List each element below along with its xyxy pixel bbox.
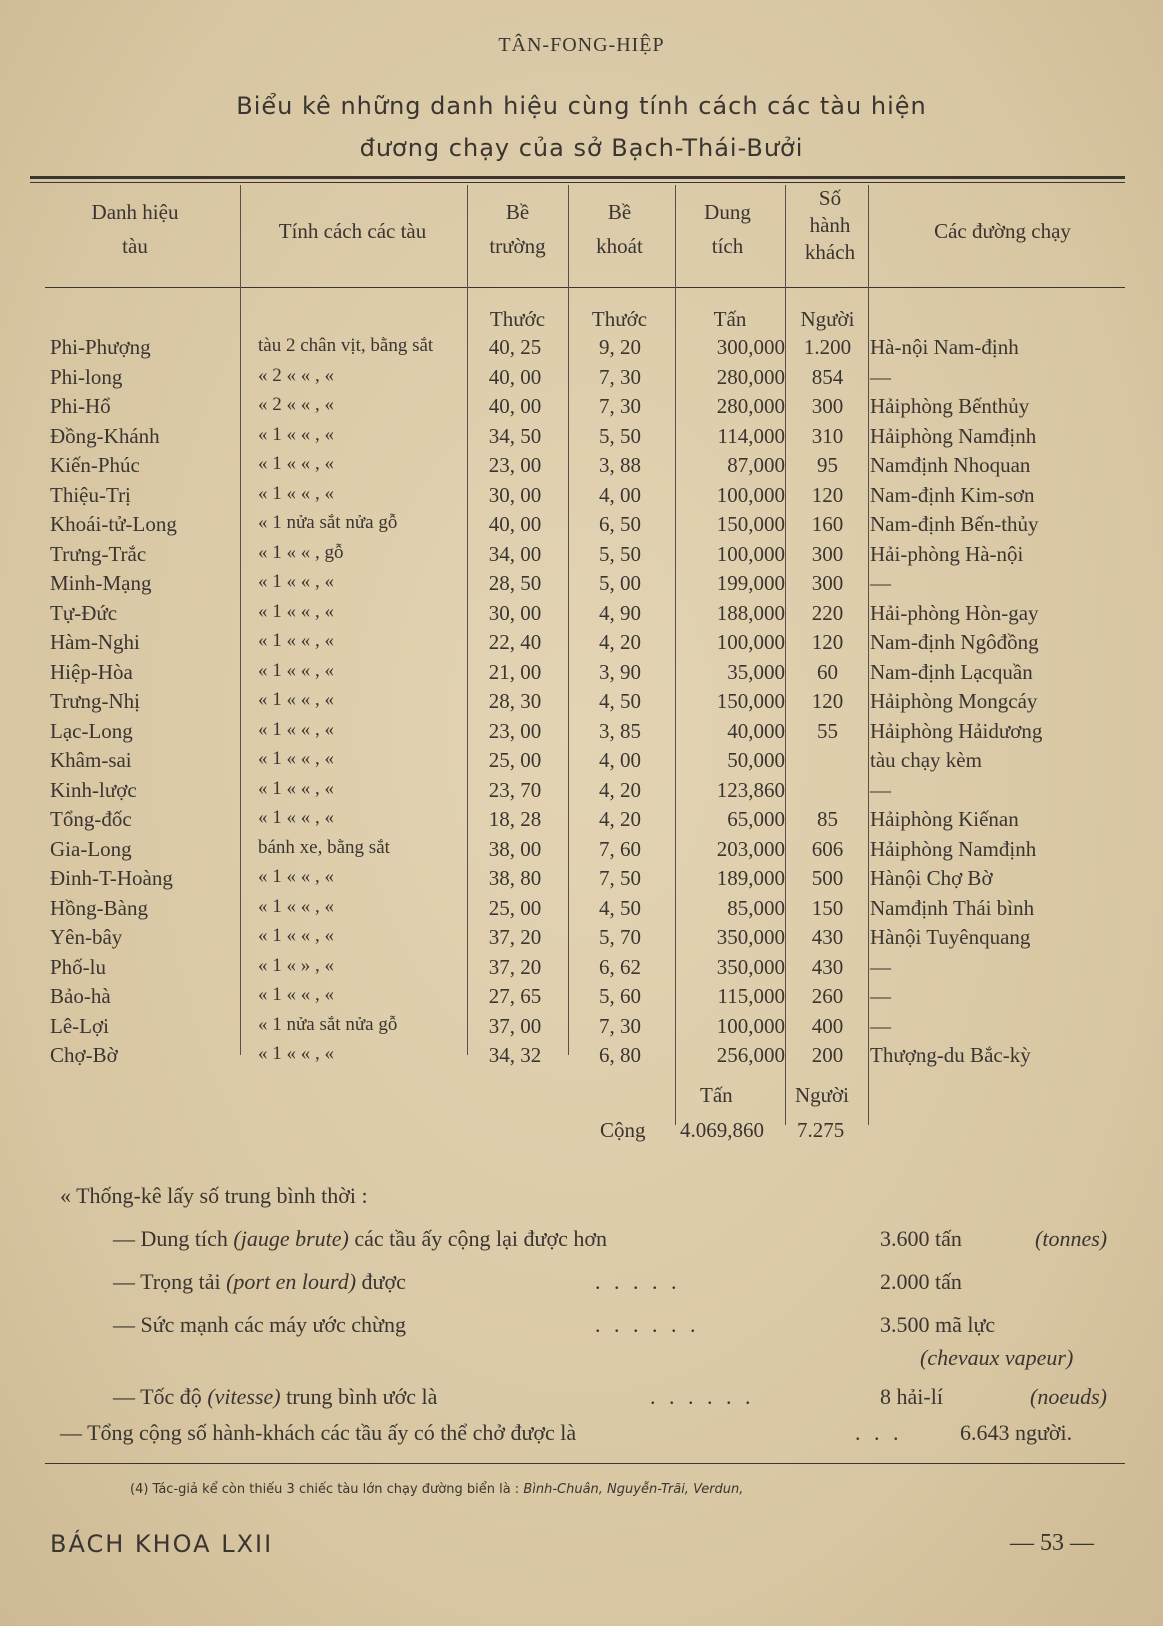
ship-tonnage: 350,000 — [716, 925, 785, 949]
ship-type: « 1 « « , « — [258, 423, 334, 445]
ship-passengers: 310 — [811, 423, 844, 448]
header-name-line1: Danh hiệu — [91, 200, 179, 224]
table-row — [0, 807, 1163, 836]
table-row — [0, 837, 1163, 866]
ship-passengers: 120 — [811, 482, 844, 507]
ship-length: 34, 00 — [488, 541, 542, 566]
ship-route: Hảiphòng Namđịnh — [870, 836, 1037, 861]
stat2-value: 2.000 tấn — [880, 1269, 962, 1294]
stat5-value: 6.643 người. — [960, 1420, 1073, 1445]
ship-type: bánh xe, bằng sắt — [258, 836, 390, 858]
ship-route: — — [870, 571, 891, 595]
ship-passengers: 220 — [811, 600, 844, 625]
ship-tonnage: 100,000 — [716, 630, 785, 654]
ship-route: Nam-định Ngôđồng — [870, 630, 1039, 654]
header-width — [572, 195, 667, 263]
ship-length: 18, 28 — [488, 807, 542, 831]
ship-type: « 1 nửa sắt nửa gỗ — [258, 512, 398, 533]
stat1-label: — Dung tích — [113, 1226, 228, 1251]
ship-route: tàu chạy kèm — [870, 748, 982, 772]
ship-route: Hảiphòng Bếnthủy — [870, 394, 1030, 418]
ship-type: « 1 « « , « — [258, 571, 334, 592]
ship-tonnage: 100,000 — [716, 541, 785, 566]
unit-passengers: Người — [800, 307, 855, 331]
ship-length: 34, 32 — [488, 1043, 542, 1067]
ship-width: 9, 20 — [599, 335, 641, 359]
stat3-value: 3.500 mã lực — [880, 1312, 996, 1337]
table-row — [0, 512, 1163, 541]
ship-type: « 2 « « , « — [258, 364, 334, 386]
ship-name: Phi-long — [50, 364, 123, 389]
ship-passengers: 85 — [817, 807, 838, 831]
header-routes: Các đường chạy — [934, 219, 1071, 243]
ship-passengers: 120 — [811, 689, 844, 713]
ship-length: 40, 25 — [488, 335, 542, 359]
ship-length: 37, 20 — [488, 925, 542, 949]
ship-width: 4, 90 — [599, 600, 641, 625]
unit-width: Thước — [591, 307, 648, 331]
ship-tonnage: 188,000 — [716, 600, 785, 625]
ship-name: Kinh-lược — [50, 777, 137, 802]
ship-name: Minh-Mạng — [50, 571, 152, 595]
ship-tonnage: 100,000 — [716, 482, 785, 507]
ship-type: « 1 « « , « — [258, 659, 334, 681]
ship-name: Tự-Đức — [50, 600, 118, 625]
ship-width: 7, 30 — [599, 394, 641, 418]
table-row — [0, 896, 1163, 925]
ship-name: Phố-lu — [50, 954, 107, 979]
ship-type: « 1 « « , « — [258, 777, 334, 799]
ship-length: 40, 00 — [488, 364, 542, 389]
ship-length: 28, 30 — [488, 689, 542, 713]
running-head: TÂN-FONG-HIỆP — [498, 34, 665, 56]
table-row — [0, 1014, 1163, 1043]
stat1-text: các tầu ấy cộng lại được hơn — [354, 1226, 608, 1251]
ship-tonnage: 300,000 — [716, 335, 785, 359]
stat2-dots: . . . . . — [595, 1269, 681, 1294]
ship-tonnage: 350,000 — [716, 954, 785, 979]
ship-passengers: 95 — [817, 453, 838, 477]
ship-type: « 1 « « , « — [258, 748, 334, 769]
total-tonnage: 4.069,860 — [680, 1118, 764, 1142]
ship-tonnage: 65,000 — [727, 807, 785, 831]
ship-tonnage: 123,860 — [716, 777, 785, 802]
ship-name: Khoái-tử-Long — [50, 512, 177, 536]
ship-type: « 1 « « , « — [258, 630, 334, 651]
ship-name: Hồng-Bàng — [50, 895, 148, 920]
footnote-ships: Bình-Chuân, Nguyễn-Trãi, Verdun, — [523, 1482, 744, 1497]
ship-tonnage: 203,000 — [716, 836, 785, 861]
ship-type: « 1 « » , « — [258, 954, 334, 976]
ship-length: 25, 00 — [488, 748, 542, 772]
table-row — [0, 453, 1163, 482]
ship-width: 5, 60 — [599, 984, 641, 1008]
stat1-french: (jauge brute) — [233, 1226, 349, 1251]
ship-width: 3, 85 — [599, 718, 641, 743]
ship-route: — — [870, 954, 891, 979]
header-tonnage-line2: tích — [711, 234, 744, 258]
header-tonnage-line1: Dung — [704, 200, 751, 224]
ship-width: 3, 90 — [599, 659, 641, 684]
ship-type: « 1 « « , « — [258, 482, 334, 504]
header-length — [470, 195, 565, 263]
ship-name: Gia-Long — [50, 836, 132, 861]
ship-length: 40, 00 — [488, 512, 542, 536]
ship-name: Đinh-T-Hoàng — [50, 866, 173, 890]
ship-route: Namđịnh Nhoquan — [870, 453, 1031, 477]
ship-width: 7, 50 — [599, 866, 641, 890]
ship-width: 4, 00 — [599, 748, 641, 772]
ship-length: 25, 00 — [488, 895, 542, 920]
stat1-value: 3.600 tấn — [880, 1226, 962, 1251]
ship-route: — — [870, 1013, 891, 1038]
ship-route: — — [870, 777, 891, 802]
total-passengers: 7.275 — [797, 1118, 845, 1142]
ship-tonnage: 87,000 — [727, 453, 785, 477]
table-row — [0, 630, 1163, 659]
ship-passengers: 430 — [811, 925, 844, 949]
stats-intro: « Thống-kê lấy số trung bình thời : — [60, 1183, 368, 1208]
ship-length: 22, 40 — [488, 630, 542, 654]
ship-passengers: 400 — [811, 1013, 844, 1038]
ship-length: 30, 00 — [488, 600, 542, 625]
ship-length: 40, 00 — [488, 394, 542, 418]
table-title-line1: Biểu kê những danh hiệu cùng tính cách các tàu hiện — [236, 92, 927, 120]
ship-name: Yên-bây — [50, 925, 123, 949]
table-row — [0, 571, 1163, 600]
stat-speed — [113, 1384, 437, 1410]
stat4-french: (vitesse) — [207, 1384, 281, 1409]
ship-type: « 1 « « , « — [258, 453, 334, 474]
stat-horsepower — [113, 1312, 406, 1338]
ship-width: 7, 30 — [599, 1013, 641, 1038]
ship-type: « 1 « « , « — [258, 866, 334, 887]
table-row — [0, 689, 1163, 718]
table-row — [0, 601, 1163, 630]
stat-total-passengers: — Tổng cộng số hành-khách các tầu ấy có thể chở được là — [60, 1420, 577, 1445]
ship-type: « 1 « « , « — [258, 600, 334, 622]
ship-tonnage: 280,000 — [716, 394, 785, 418]
ship-passengers: 500 — [811, 866, 844, 890]
ship-name: Trưng-Trắc — [50, 541, 147, 566]
ship-passengers: 120 — [811, 630, 844, 654]
ship-route: Hải-phòng Hà-nội — [870, 541, 1024, 566]
ship-tonnage: 100,000 — [716, 1013, 785, 1038]
ship-route: Hảiphòng Namđịnh — [870, 423, 1037, 448]
ship-length: 23, 70 — [488, 777, 542, 802]
ship-width: 4, 20 — [599, 630, 641, 654]
ship-length: 23, 00 — [488, 718, 542, 743]
ship-tonnage: 199,000 — [716, 571, 785, 595]
ship-route: Hảiphòng Kiếnan — [870, 807, 1019, 831]
ship-route: Hànội Chợ Bờ — [870, 866, 993, 890]
table-row — [0, 778, 1163, 807]
footnote-text: (4) Tác-giả kể còn thiếu 3 chiếc tàu lớn chạy đường biển là : — [130, 1482, 520, 1497]
ship-passengers: 606 — [811, 836, 844, 861]
page-number: — 53 — — [1010, 1530, 1094, 1556]
table-row — [0, 955, 1163, 984]
ship-route: — — [870, 984, 891, 1008]
ship-passengers: 300 — [811, 541, 844, 566]
table-row — [0, 866, 1163, 895]
ship-length: 38, 00 — [488, 836, 542, 861]
ship-passengers: 430 — [811, 954, 844, 979]
ship-length: 38, 80 — [488, 866, 542, 890]
ship-type: « 2 « « , « — [258, 394, 334, 415]
journal-name: BÁCH KHOA LXII — [50, 1530, 274, 1558]
header-length-line2: trường — [489, 234, 546, 258]
ship-name: Phi-Phượng — [50, 335, 151, 359]
ship-route: — — [870, 364, 891, 389]
ship-type: « 1 « « , « — [258, 925, 334, 946]
ship-passengers: 150 — [811, 895, 844, 920]
ship-width: 4, 50 — [599, 689, 641, 713]
ship-passengers: 854 — [811, 364, 844, 389]
header-passengers — [790, 185, 870, 266]
ship-name: Lê-Lợi — [50, 1013, 109, 1038]
ship-width: 5, 50 — [599, 541, 641, 566]
ship-route: Hànội Tuyênquang — [870, 925, 1031, 949]
ship-name: Kiến-Phúc — [50, 453, 140, 477]
total-pax-unit: Người — [795, 1083, 849, 1107]
ship-width: 4, 20 — [599, 777, 641, 802]
ship-type: « 1 « « , « — [258, 1043, 334, 1064]
ship-name: Tổng-đốc — [50, 807, 132, 831]
stat5-dots: . . . — [855, 1420, 903, 1445]
header-width-line2: khoát — [596, 234, 643, 258]
ship-width: 6, 62 — [599, 954, 641, 979]
ship-type: « 1 « « , « — [258, 807, 334, 828]
ship-tonnage: 256,000 — [716, 1043, 785, 1067]
ship-route: Namđịnh Thái bình — [870, 895, 1035, 920]
ship-name: Chợ-Bờ — [50, 1043, 118, 1067]
header-pax-line3: khách — [804, 240, 856, 264]
table-row — [0, 925, 1163, 954]
ship-route: Nam-định Bến-thủy — [870, 512, 1039, 536]
ship-name: Khâm-sai — [50, 748, 132, 772]
ship-length: 37, 20 — [488, 954, 542, 979]
total-tonnage-unit: Tấn — [700, 1083, 733, 1107]
ship-width: 6, 80 — [599, 1043, 641, 1067]
total-label: Cộng — [600, 1118, 646, 1142]
ship-passengers: 1.200 — [803, 335, 852, 359]
ship-tonnage: 150,000 — [716, 689, 785, 713]
table-row — [0, 984, 1163, 1013]
header-top-rule-thin — [30, 182, 1125, 183]
ship-passengers: 55 — [817, 718, 838, 743]
table-row — [0, 394, 1163, 423]
ship-tonnage: 85,000 — [727, 895, 785, 920]
ship-width: 6, 50 — [599, 512, 641, 536]
ship-width: 7, 60 — [599, 836, 641, 861]
table-row — [0, 483, 1163, 512]
table-row — [0, 424, 1163, 453]
ship-type: « 1 « « , gỗ — [258, 541, 344, 563]
table-row — [0, 335, 1163, 364]
footnote — [130, 1482, 743, 1497]
stat4-value: 8 hải-lí — [880, 1384, 943, 1409]
ship-passengers: 160 — [811, 512, 844, 536]
ship-name: Thiệu-Trị — [50, 482, 131, 507]
stat3-unit: (chevaux vapeur) — [920, 1345, 1074, 1370]
table-row — [0, 542, 1163, 571]
stat4-dots: . . . . . . — [650, 1384, 755, 1409]
ship-route: Thượng-du Bắc-kỳ — [870, 1043, 1031, 1067]
ship-length: 37, 00 — [488, 1013, 542, 1038]
stat1-unit: (tonnes) — [1035, 1226, 1108, 1251]
stat4-label: — Tốc độ — [113, 1384, 202, 1409]
ship-name: Bảo-hà — [50, 984, 111, 1008]
stat3-label: — Sức mạnh các máy ước chừng — [113, 1312, 406, 1337]
header-length-line1: Bề — [505, 200, 530, 224]
unit-length: Thước — [489, 307, 546, 331]
ship-passengers: 200 — [811, 1043, 844, 1067]
unit-tonnage: Tấn — [713, 307, 747, 331]
ship-type: « 1 « « , « — [258, 895, 334, 917]
ship-type: « 1 « « , « — [258, 718, 334, 740]
ship-width: 7, 30 — [599, 364, 641, 389]
stat4-unit: (noeuds) — [1030, 1384, 1107, 1409]
ship-type: « 1 nửa sắt nửa gỗ — [258, 1013, 398, 1035]
ship-width: 5, 50 — [599, 423, 641, 448]
table-row — [0, 365, 1163, 394]
ship-route: Hảiphòng Hảidương — [870, 718, 1043, 743]
header-pax-line2: hành — [809, 213, 851, 237]
ship-tonnage: 115,000 — [717, 984, 785, 1008]
ship-tonnage: 114,000 — [717, 423, 785, 448]
stat-deadweight — [113, 1269, 406, 1295]
header-pax-line1: Số — [818, 186, 842, 210]
ship-length: 30, 00 — [488, 482, 542, 507]
stat3-dots: . . . . . . — [595, 1312, 700, 1337]
ship-width: 3, 88 — [599, 453, 641, 477]
ship-route: Hảiphòng Mongcáy — [870, 689, 1038, 713]
header-bottom-rule — [45, 287, 1125, 288]
header-top-rule — [30, 176, 1125, 179]
ship-passengers: 60 — [817, 659, 838, 684]
ship-length: 34, 50 — [488, 423, 542, 448]
stat2-french: (port en lourd) — [226, 1269, 357, 1294]
ship-length: 21, 00 — [488, 659, 542, 684]
header-name — [40, 195, 230, 263]
ship-name: Đồng-Khánh — [50, 423, 160, 448]
ship-route: Hà-nội Nam-định — [870, 335, 1019, 359]
stat2-text: được — [361, 1269, 406, 1294]
ship-name: Hiệp-Hòa — [50, 659, 133, 684]
table-row — [0, 1043, 1163, 1072]
ship-tonnage: 40,000 — [727, 718, 785, 743]
ship-tonnage: 150,000 — [716, 512, 785, 536]
ship-passengers: 260 — [811, 984, 844, 1008]
stat-gross-tonnage — [113, 1226, 607, 1252]
ship-width: 4, 20 — [599, 807, 641, 831]
ship-tonnage: 189,000 — [716, 866, 785, 890]
header-width-line1: Bề — [607, 200, 632, 224]
table-row — [0, 719, 1163, 748]
footnote-rule — [45, 1463, 1125, 1464]
ship-width: 4, 00 — [599, 482, 641, 507]
ship-route: Hải-phòng Hòn-gay — [870, 600, 1039, 625]
ship-name: Trưng-Nhị — [50, 689, 140, 713]
ship-route: Nam-định Kim-sơn — [870, 482, 1035, 507]
header-name-line2: tàu — [122, 234, 148, 258]
ship-tonnage: 50,000 — [727, 748, 785, 772]
ship-passengers: 300 — [811, 394, 844, 418]
ship-width: 5, 70 — [599, 925, 641, 949]
ship-width: 4, 50 — [599, 895, 641, 920]
table-title-line2: đương chạy của sở Bạch-Thái-Bưởi — [359, 134, 804, 162]
ship-passengers: 300 — [811, 571, 844, 595]
ship-width: 5, 00 — [599, 571, 641, 595]
table-row — [0, 748, 1163, 777]
ship-length: 27, 65 — [488, 984, 542, 1008]
ship-tonnage: 35,000 — [727, 659, 785, 684]
ship-length: 23, 00 — [488, 453, 542, 477]
ship-tonnage: 280,000 — [716, 364, 785, 389]
table-row — [0, 660, 1163, 689]
ship-length: 28, 50 — [488, 571, 542, 595]
stat4-text: trung bình ước là — [286, 1384, 438, 1409]
ship-name: Phi-Hổ — [50, 394, 111, 418]
header-tonnage — [680, 195, 775, 263]
ship-route: Nam-định Lạcquần — [870, 659, 1033, 684]
ship-type: tàu 2 chân vịt, bằng sắt — [258, 335, 434, 356]
ship-type: « 1 « « , « — [258, 984, 334, 1005]
header-type: Tính cách các tàu — [278, 219, 427, 243]
stat2-label: — Trọng tải — [113, 1269, 221, 1294]
ship-name: Hàm-Nghi — [50, 630, 140, 654]
ship-type: « 1 « « , « — [258, 689, 334, 710]
ship-name: Lạc-Long — [50, 718, 133, 743]
